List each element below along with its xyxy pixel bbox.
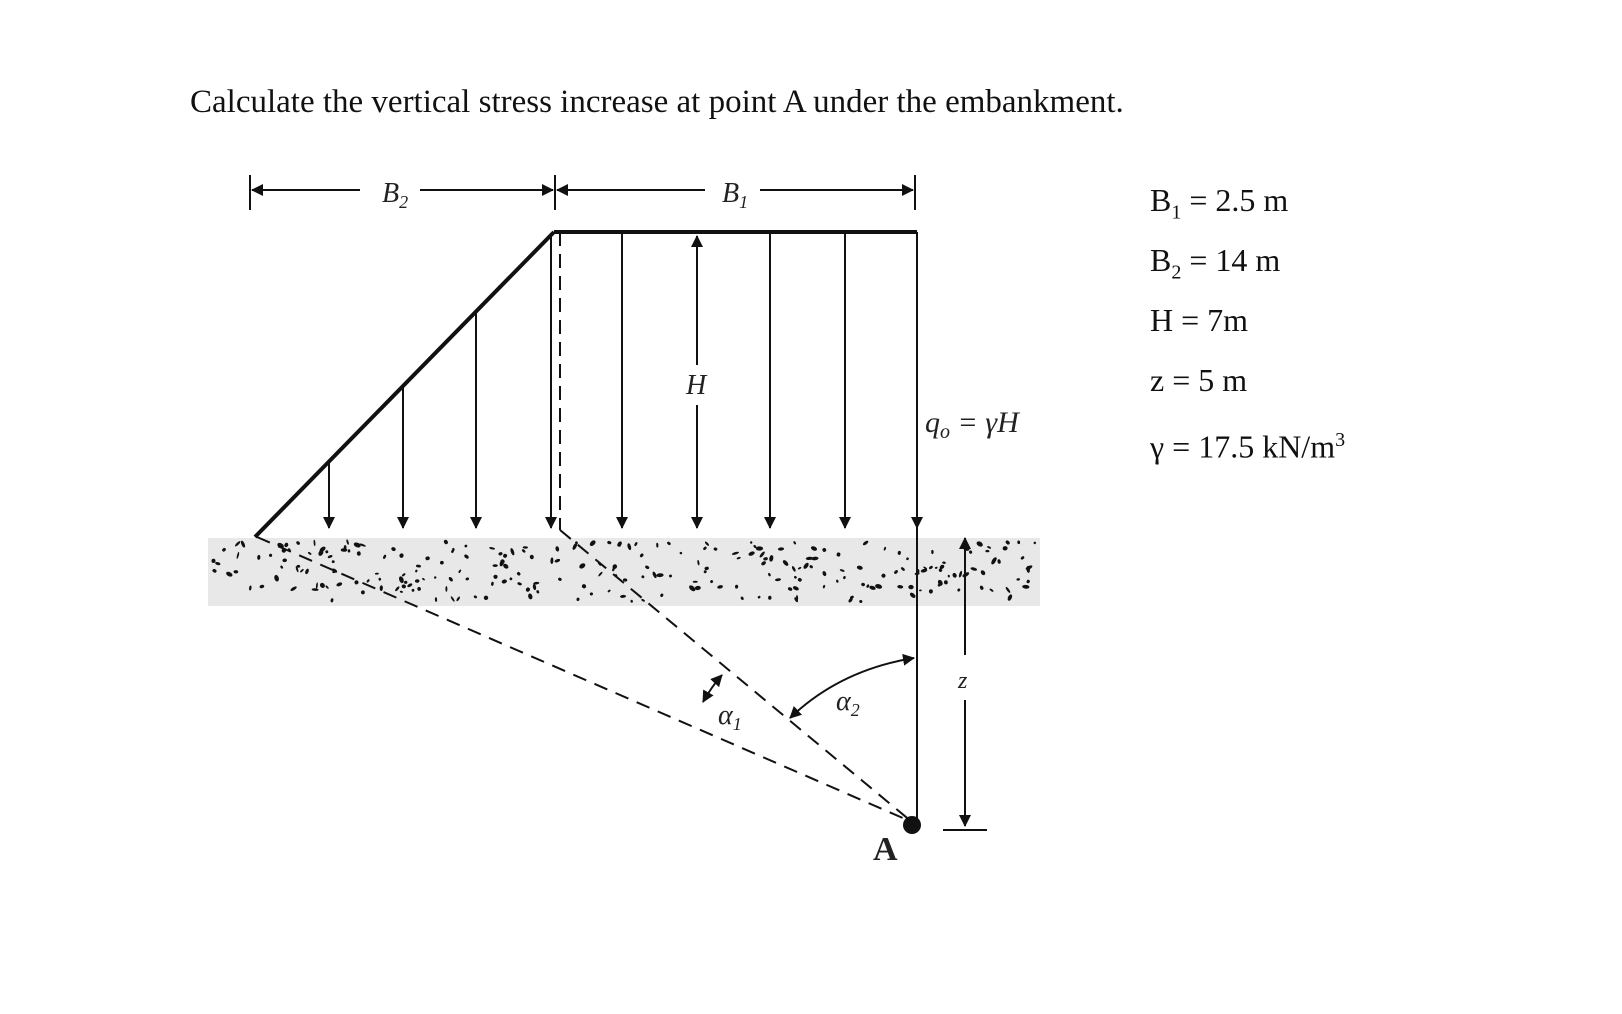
alpha2-label: $\alpha_2$ (836, 686, 860, 720)
b1-label: $B_1$ (722, 178, 749, 212)
z-label: z (958, 668, 968, 694)
alpha-arcs (703, 658, 914, 718)
param-b1: $B_1 = 2.5$ m (1150, 182, 1289, 224)
load-arrows (329, 232, 917, 528)
b2-label: $B_2$ (382, 178, 409, 212)
point-a-label: A (873, 831, 898, 868)
point-a-marker (903, 816, 921, 834)
question-text: Calculate the vertical stress increase at point A under the embankment. (190, 84, 1124, 120)
soil-speck (445, 586, 447, 592)
param-gamma: γ = 17.5 $kN/m^3$ (1150, 428, 1346, 465)
param-h: H = 7m (1150, 302, 1249, 338)
param-z: z = 5 m (1150, 362, 1248, 398)
width-dimension (250, 175, 915, 210)
embankment-outline (255, 232, 917, 537)
alpha1-label: $\alpha_1$ (718, 700, 742, 734)
param-b2: $B_2 = 14$ m (1150, 242, 1281, 284)
h-label: H (686, 370, 707, 401)
soil-speck (756, 546, 763, 550)
soil-speck (484, 596, 488, 600)
ground-layer (208, 538, 1040, 606)
soil-speck (693, 581, 698, 583)
load-label: $q_o = \gamma H$ (925, 406, 1019, 443)
